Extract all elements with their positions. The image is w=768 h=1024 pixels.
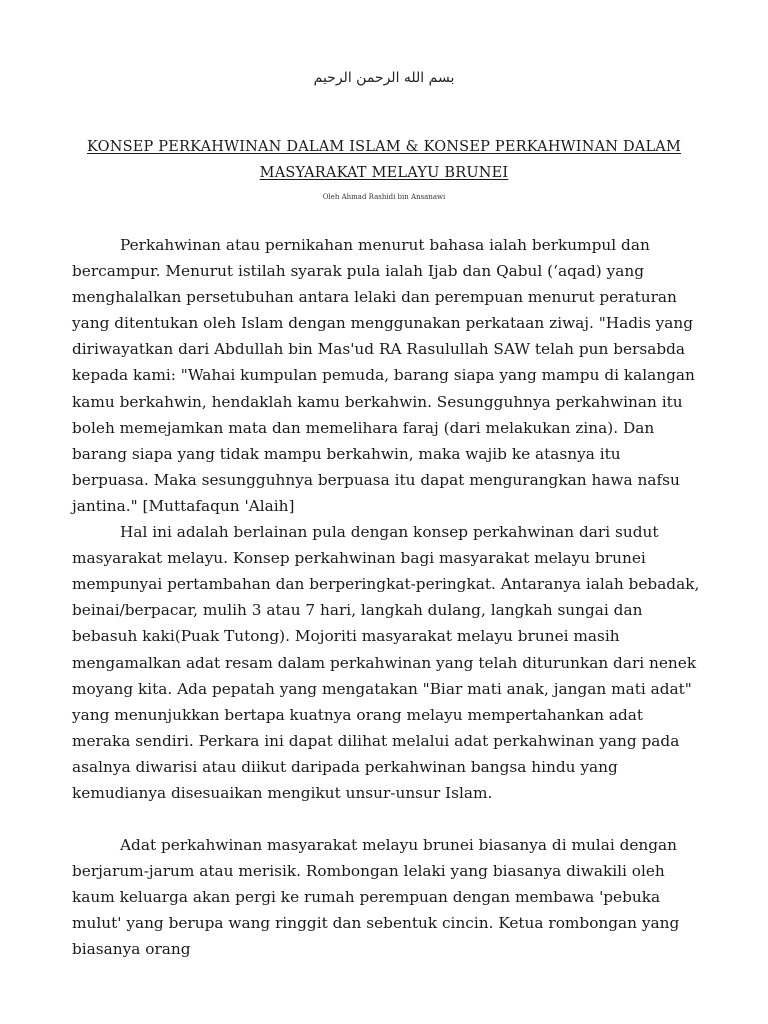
paragraph-marriage-definition: Perkahwinan atau pernikahan menurut bahasa ialah berkumpul dan bercampur. Menurut istilah syarak pula ialah Ijab dan Qabul (‘aqad) yang menghalalkan persetubuhan antara lelaki dan perempuan menurut peraturan yang ditentukan oleh Islam dengan menggunakan perkataan ziwaj. "Hadis yang diriwayatkan dari Abdullah bin Mas'ud RA Rasulullah SAW telah pun bersabda kepada kami: "Wahai kumpulan pemuda, barang siapa yang mampu di kalangan kamu berkahwin, hendaklah kamu berkahwin. Sesungguhnya perkahwinan itu boleh memejamkan mata dan memelihara faraj (dari melakukan zina). Dan barang siapa yang tidak mampu berkahwin, maka wajib ke atasnya itu berpuasa. Maka sesungguhnya berpuasa itu dapat mengurangkan hawa nafsu jantina." [Muttafaqun 'Alaih] (72, 236, 695, 515)
bismillah-heading: بسم الله الرحمن الرحيم (313, 70, 455, 86)
document-title: KONSEP PERKAHWINAN DALAM ISLAM & KONSEP PERKAHWINAN DALAM MASYARAKAT MELAYU BRUNEI (86, 139, 682, 181)
paragraph-wedding-custom: Adat perkahwinan masyarakat melayu brunei biasanya di mulai dengan berjarum-jarum atau merisik. Rombongan lelaki yang biasanya diwakili oleh kaum keluarga akan pergi ke rumah perempuan dengan membawa 'pebuka mulut' yang berupa wang ringgit dan sebentuk cincin. Ketua rombongan yang biasanya orang (72, 836, 680, 959)
paragraph-malay-concept: Hal ini adalah berlainan pula dengan konsep perkahwinan dari sudut masyarakat melayu. Konsep perkahwinan bagi masyarakat melayu brunei mempunyai pertambahan dan berperingkat-peringkat. Antaranya ialah bebadak, beinai/berpacar, mulih 3 atau 7 hari, langkah dulang, langkah sungai dan bebasuh kaki(Puak Tutong). Mojoriti masyarakat melayu brunei masih mengamalkan adat resam dalam perkahwinan yang telah diturunkan dari nenek moyang kita. Ada pepatah yang mengatakan "Biar mati anak, jangan mati adat" yang menunjukkan bertapa kuatnya orang melayu mempertahankan adat meraka sendiri. Perkara ini dapat dilihat melalui adat perkahwinan yang pada asalnya diwarisi atau diikut daripada perkahwinan bangsa hindu yang kemudianya disesuaikan mengikut unsur-unsur Islam. (72, 523, 700, 802)
document-body (72, 232, 702, 963)
author-line: Oleh Ahmad Rashidi bin Ansanawi (322, 193, 446, 201)
